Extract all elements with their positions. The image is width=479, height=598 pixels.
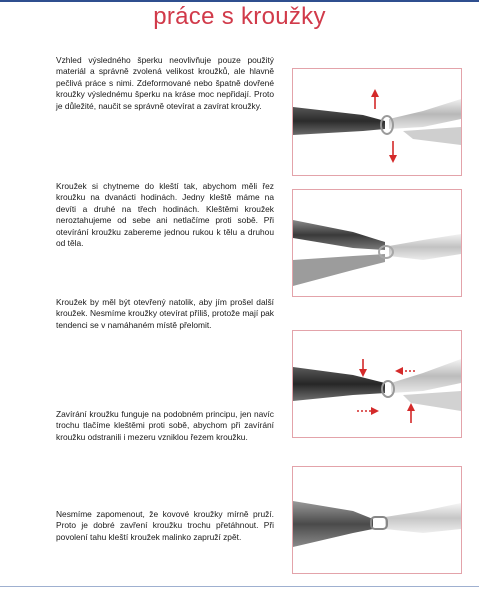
top-edge-line bbox=[0, 0, 479, 2]
photo-pliers-opening-ring bbox=[292, 68, 462, 176]
photo-pliers-holding-ring bbox=[292, 189, 462, 297]
paragraph-intro: Vzhled výsledného šperku neovlivňuje pouze použitý materiál a správně zvolená velikost kroužků, ale hlavně pečlivá práce s nimi. Zdeformované nebo špatně dovřené kroužky výslednému šperku na kráse moc nepřidají. Proto je důležité, naučit se správně otevírat a zavírat kroužky. bbox=[56, 55, 274, 111]
paragraph-grip: Kroužek si chytneme do kleští tak, abychom měli řez kroužku na dvanácti hodinách. Jedny kleště máme na devíti a druhé na třech hodinách. Kleštěmi kroužek neroztahujeme od sebe ani netlačíme proti sobě. Při otevírání kroužku zabereme jednou rukou k tělu a druhou od těla. bbox=[56, 181, 274, 249]
paragraph-opening: Kroužek by měl být otevřený natolik, aby jím prošel další kroužek. Nesmíme kroužky otevírat příliš, protože mají pak tendenci se v namáhaném místě přelomit. bbox=[56, 297, 274, 330]
paragraph-springback: Nesmíme zapomenout, že kovové kroužky mírně pruží. Proto je dobré zavření kroužku trochu přetáhnout. Při povolení tahu kleští kroužek malinko zapruží zpět. bbox=[56, 509, 274, 542]
paragraph-closing: Zavírání kroužku funguje na podobném principu, jen navíc trochu tlačíme kleštěmi proti sobě, abychom při zavírání kroužku odstranili i mezeru vzniklou řezem kroužku. bbox=[56, 409, 274, 442]
page-title: práce s kroužky bbox=[153, 3, 326, 30]
photo-pliers-pressing-ring bbox=[292, 466, 462, 574]
bottom-rule bbox=[0, 586, 479, 587]
photo-pliers-closing-ring bbox=[292, 330, 462, 438]
